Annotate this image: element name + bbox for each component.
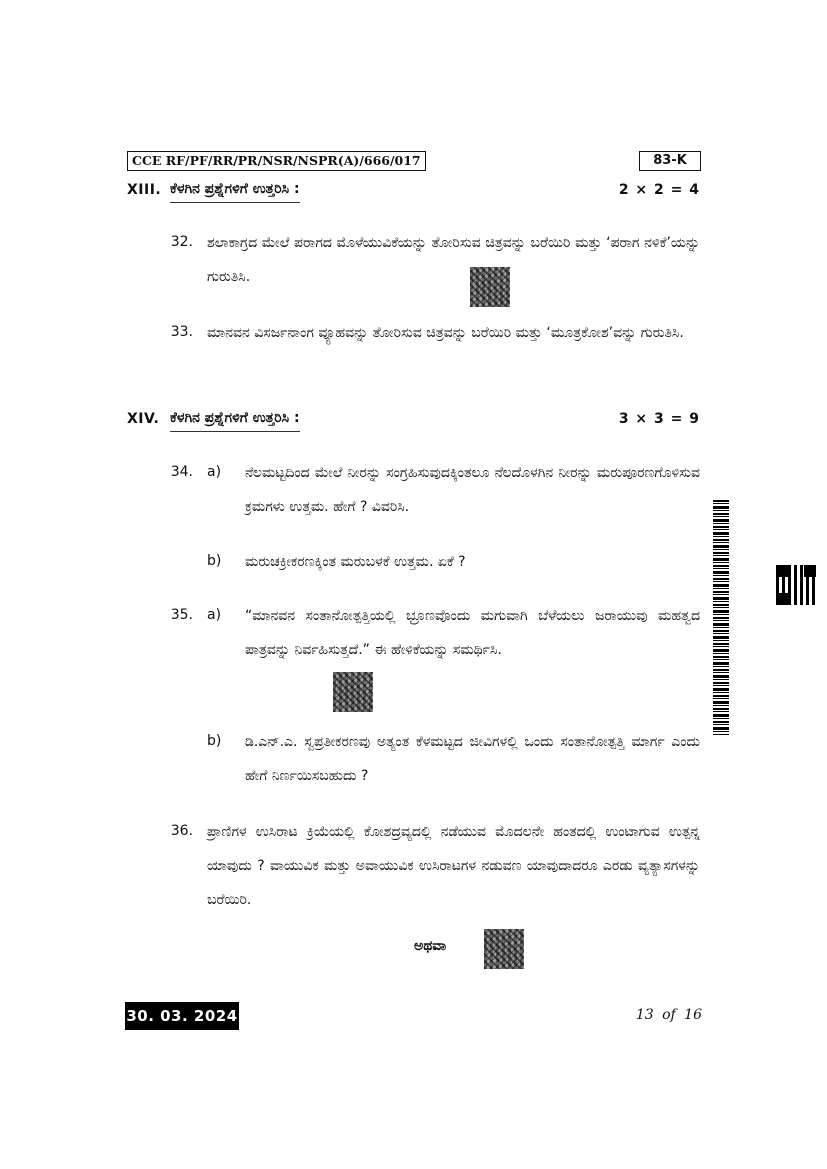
question-number: 32. [170,234,193,250]
section-marks: 2 × 2 = 4 [618,182,700,198]
subpart-label: a) [207,464,222,480]
question-number: 35. [170,607,193,623]
question-text: ಪ್ರಾಣಿಗಳ ಉಸಿರಾಟ ಕ್ರಿಯೆಯಲ್ಲಿ ಕೋಶದ್ರವ್ಯದಲ್ಲಿ ನಡೆಯುವ ಮೊದಲನೇ ಹಂತದಲ್ಲಿ ಉಂಟಾಗುವ ಉತ್ಪನ್ನ ಯಾವುದು ? ವಾಯುವಿಕ ಮತ್ತು ಅವಾಯುವಿಕ ಉಸಿರಾಟಗಳ ನಡುವಣ ಯಾವುದಾದರೂ ಎರಡು ವ್ಯತ್ಯಾಸಗಳನ್ನು ಬರೆಯಿರಿ. [207,824,700,908]
question-text: ಶಲಾಕಾಗ್ರದ ಮೇಲೆ ಪರಾಗದ ಮೊಳೆಯುವಿಕೆಯನ್ನು ತೋರಿಸುವ ಚಿತ್ರವನ್ನು ಬರೆಯಿರಿ ಮತ್ತು ‘ಪರಾಗ ನಳಿಕೆ’ಯನ್ನು ಗುರುತಿಸಿ. [207,235,700,285]
question-text: ಮರುಚಕ್ರೀಕರಣಕ್ಕಿಂತ ಮರುಬಳಕೆ ಉತ್ತಮ. ಏಕೆ ? [245,554,466,570]
subpart-label: b) [207,733,222,749]
subpart-label: b) [207,553,222,569]
question-text: ಡಿ.ಎನ್.ಎ. ಸ್ವಪ್ರತೀಕರಣವು ಅತ್ಯಂತ ಕೆಳಮಟ್ಟದ ಜೀವಿಗಳಲ್ಲಿ ಒಂದು ಸಂತಾನೋತ್ಪತ್ತಿ ಮಾರ್ಗ ಎಂದು ಹೇಗೆ ನಿರ್ಣಯಿಸಬಹುದು ? [245,734,700,784]
page-number: 13 of 16 [635,1007,702,1023]
question-text: ಮಾನವನ ವಿಸರ್ಜನಾಂಗ ವ್ಯೂಹವನ್ನು ತೋರಿಸುವ ಚಿತ್ರವನ್ನು ಬರೆಯಿರಿ ಮತ್ತು ‘ಮೂತ್ರಕೋಶ’ವನ್ನು ಗುರುತಿಸಿ. [207,325,684,341]
qr-code-icon [470,267,510,307]
section-marks: 3 × 3 = 9 [618,411,700,427]
section-title: ಕೆಳಗಿನ ಪ್ರಶ್ನೆಗಳಿಗೆ ಉತ್ತರಿಸಿ : [170,181,300,203]
subpart-label: a) [207,607,222,623]
side-qr-code-icon [776,565,816,605]
section-title: ಕೆಳಗಿನ ಪ್ರಶ್ನೆಗಳಿಗೆ ಉತ್ತರಿಸಿ : [170,410,300,432]
barcode-icon [713,500,729,735]
qr-code-icon [484,929,524,969]
question-number: 33. [170,324,193,340]
question-text: ನೆಲಮಟ್ಟದಿಂದ ಮೇಲೆ ನೀರನ್ನು ಸಂಗ್ರಹಿಸುವುದಕ್ಕಿಂತಲೂ ನೆಲದೊಳಗಿನ ನೀರನ್ನು ಮರುಪೂರಣಗೊಳಿಸುವ ಕ್ರಮಗಳು ಉತ್ತಮ. ಹೇಗೆ ? ವಿವರಿಸಿ. [245,465,700,515]
section-number: XIII. [127,182,162,198]
section-number: XIV. [127,411,160,427]
question-number: 36. [170,823,193,839]
question-number: 34. [170,464,193,480]
qr-code-icon [333,672,373,712]
paper-code: CCE RF/PF/RR/PR/NSR/NSPR(A)/666/017 [127,151,426,171]
paper-number: 83-K [639,151,701,171]
or-label: ಅಥವಾ [414,938,447,954]
question-text: “ಮಾನವನ ಸಂತಾನೋತ್ಪತ್ತಿಯಲ್ಲಿ ಭ್ರೂಣವೊಂದು ಮಗುವಾಗಿ ಬೆಳೆಯಲು ಜರಾಯುವು ಮಹತ್ವದ ಪಾತ್ರವನ್ನು ನಿರ್ವಹಿಸುತ್ತದೆ.” ಈ ಹೇಳಿಕೆಯನ್ನು ಸಮರ್ಥಿಸಿ. [245,608,700,658]
exam-date: 30. 03. 2024 [125,1002,239,1030]
